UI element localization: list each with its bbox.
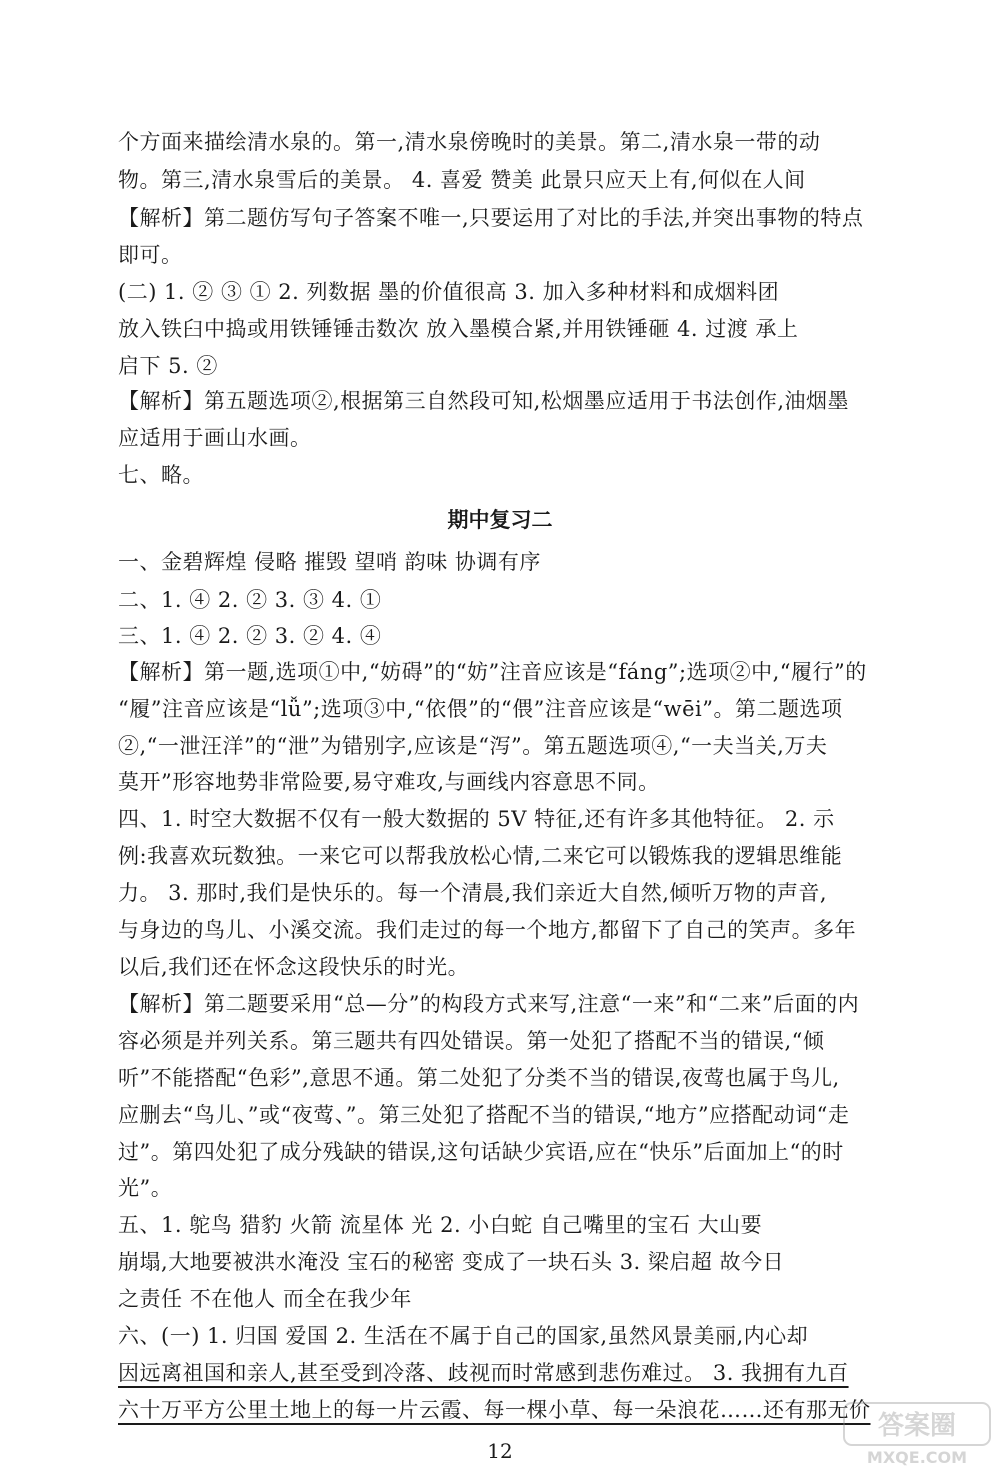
text-line: 以后,我们还在怀念这段快乐的时光。 [118, 955, 470, 979]
text-line: 【解析】第五题选项②,根据第三自然段可知,松烟墨应适用于书法创作,油烟墨 [118, 389, 850, 413]
text-line: 光”。 [118, 1176, 173, 1200]
text-line: (二) 1. ② ③ ① 2. 列数据 墨的价值很高 3. 加入多种材料和成烟料团 [118, 280, 780, 304]
text-line: 个方面来描绘清水泉的。第一,清水泉傍晚时的美景。第二,清水泉一带的动 [118, 130, 821, 154]
text-line: 四、1. 时空大数据不仅有一般大数据的 5V 特征,还有许多其他特征。 2. 示 [118, 807, 835, 831]
text-line: 力。 3. 那时,我们是快乐的。每一个清晨,我们亲近大自然,倾听万物的声音, [118, 881, 828, 905]
text-line: 听”不能搭配“色彩”,意思不通。第二处犯了分类不当的错误,夜莺也属于鸟儿, [118, 1066, 840, 1090]
text-line: 应删去“鸟儿、”或“夜莺、”。第三处犯了搭配不当的错误,“地方”应搭配动词“走 [118, 1103, 850, 1127]
text-line: 物。第三,清水泉雪后的美景。 4. 喜爱 赞美 此景只应天上有,何似在人间 [118, 168, 806, 192]
section-title: 期中复习二 [447, 508, 553, 532]
text-line-underlined: 六十万平方公里土地上的每一片云霞、每一棵小草、每一朵浪花……还有那无价 [118, 1398, 871, 1422]
text-line: 二、1. ④ 2. ② 3. ③ 4. ① [118, 588, 382, 612]
text-line: 与身边的鸟儿、小溪交流。我们走过的每一个地方,都留下了自己的笑声。多年 [118, 918, 857, 942]
svg-text:MXQE.COM: MXQE.COM [866, 1448, 968, 1467]
text-line: 【解析】第二题要采用“总—分”的构段方式来写,注意“一来”和“二来”后面的内 [118, 992, 860, 1016]
text-line: 例:我喜欢玩数独。一来它可以帮我放松心情,二来它可以锻炼我的逻辑思维能 [118, 844, 843, 868]
text-line: 即可。 [118, 243, 183, 267]
text-line: 应适用于画山水画。 [118, 426, 312, 450]
text-line: 之责任 不在他人 而全在我少年 [118, 1287, 412, 1311]
svg-text:答案圈: 答案圈 [877, 1411, 957, 1441]
text-line: 七、略。 [118, 463, 204, 487]
text-line: 六、(一) 1. 归国 爱国 2. 生活在不属于自己的国家,虽然风景美丽,内心却 [118, 1324, 809, 1348]
text-line: 莫开”形容地势非常险要,易守难攻,与画线内容意思不同。 [118, 770, 660, 794]
text-line: ②,“一泄汪洋”的“泄”为错别字,应该是“泻”。第五题选项④,“一夫当关,万夫 [118, 734, 828, 758]
text-line: 过”。第四处犯了成分残缺的错误,这句话缺少宾语,应在“快乐”后面加上“的时 [118, 1140, 844, 1164]
page-number: 12 [487, 1439, 513, 1463]
text-line: 一、金碧辉煌 侵略 摧毁 望哨 韵味 协调有序 [118, 550, 541, 574]
text-line: 五、1. 鸵鸟 猎豹 火箭 流星体 光 2. 小白蛇 自己嘴里的宝石 大山要 [118, 1213, 763, 1237]
text-line-underlined: 因远离祖国和亲人,甚至受到冷落、歧视而时常感到悲伤难过。 3. 我拥有九百 [118, 1361, 849, 1385]
text-line: 放入铁臼中捣或用铁锤锤击数次 放入墨模合紧,并用铁锤砸 4. 过渡 承上 [118, 317, 799, 341]
text-line: 容必须是并列关系。第三题共有四处错误。第一处犯了搭配不当的错误,“倾 [118, 1029, 825, 1053]
text-line: 崩塌,大地要被洪水淹没 宝石的秘密 变成了一块石头 3. 梁启超 故今日 [118, 1250, 785, 1274]
watermark-logo-icon [842, 1399, 992, 1469]
text-line: 【解析】第一题,选项①中,“妨碍”的“妨”注音应该是“fáng”;选项②中,“履行”的 [118, 660, 867, 684]
text-line: 【解析】第二题仿写句子答案不唯一,只要运用了对比的手法,并突出事物的特点 [118, 206, 864, 230]
text-line: 启下 5. ② [118, 354, 218, 378]
text-line: 三、1. ④ 2. ② 3. ② 4. ④ [118, 624, 382, 648]
text-line: “履”注音应该是“lǚ”;选项③中,“依偎”的“偎”注音应该是“wēi”。第二题选项 [118, 697, 843, 721]
